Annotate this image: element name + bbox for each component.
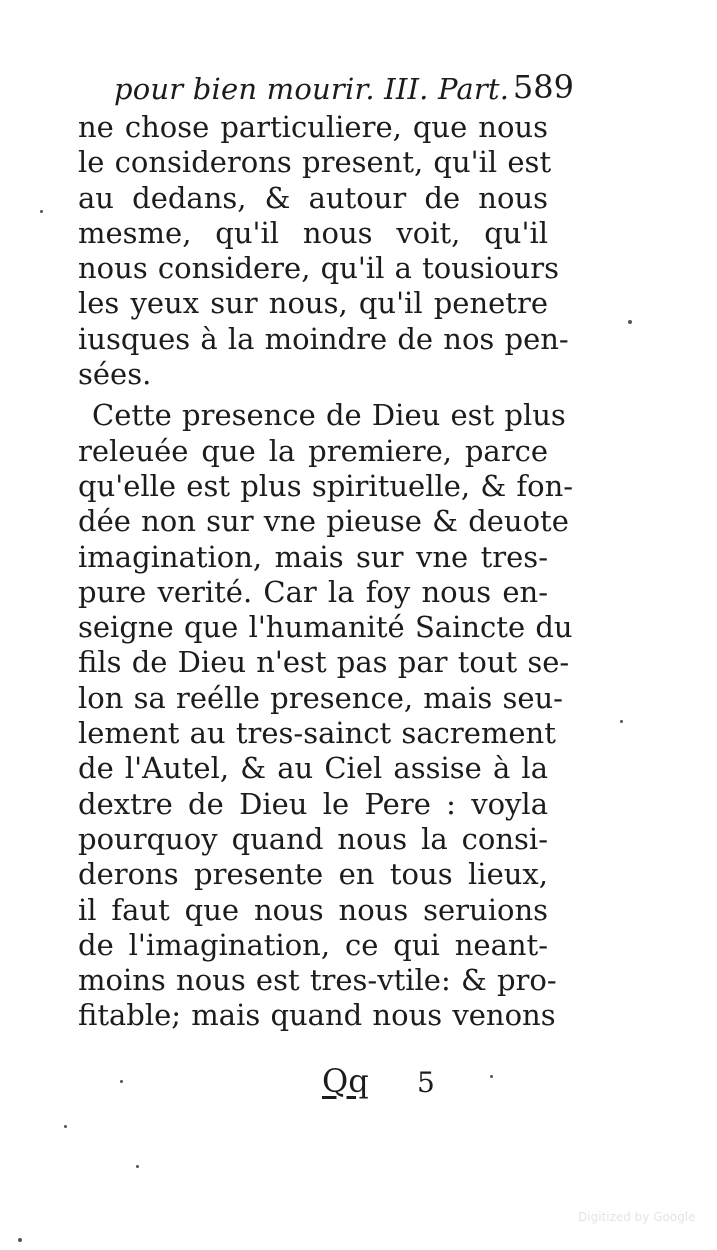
- text-line: au dedans, & autour de nous: [78, 180, 548, 215]
- text-line: lement au tres-sainct sacrement: [78, 716, 556, 751]
- paragraph: [78, 398, 574, 1033]
- text-line: pourquoy quand nous la consi-: [78, 821, 548, 856]
- scan-speck: [620, 720, 623, 723]
- scan-speck: [18, 1238, 22, 1242]
- page-number: 589: [512, 68, 574, 106]
- signature-number: 5: [417, 1066, 435, 1099]
- paragraph: [78, 110, 569, 392]
- text-line: nous considere, qu'il a tousiours: [78, 251, 559, 286]
- text-line: iusques à la moindre de nos pen-: [78, 321, 569, 356]
- scan-speck: [490, 1075, 493, 1078]
- text-line: de l'imagination, ce qui neant-: [78, 927, 548, 962]
- watermark: Digitized by Google: [578, 1210, 696, 1224]
- text-line: imagination, mais sur vne tres-: [78, 539, 548, 574]
- scan-speck: [64, 1125, 67, 1128]
- text-line: de l'Autel, & au Ciel assise à la: [78, 751, 548, 786]
- page-header: [104, 66, 574, 116]
- text-line: dée non sur vne pieuse & deuote: [78, 504, 569, 539]
- text-line: le considerons present, qu'il est: [78, 145, 552, 180]
- text-line: qu'elle est plus spirituelle, & fon-: [78, 468, 574, 503]
- text-line: fils de Dieu n'est pas par tout se-: [78, 645, 570, 680]
- scan-speck: [136, 1165, 139, 1168]
- text-line: Cette presence de Dieu est plus: [92, 398, 566, 433]
- text-line: lon sa reélle presence, mais seu-: [78, 680, 563, 715]
- signature-letters: Qq: [322, 1062, 369, 1100]
- text-line: ne chose particuliere, que nous: [78, 110, 548, 144]
- scan-speck: [40, 210, 43, 213]
- text-line: dextre de Dieu le Pere : voyla: [78, 786, 548, 821]
- text-line: pure verité. Car la foy nous en-: [78, 574, 548, 609]
- text-line: releuée que la premiere, parce: [78, 433, 548, 468]
- text-line: fitable; mais quand nous venons: [78, 998, 556, 1033]
- scan-speck: [120, 1080, 123, 1083]
- body-text: [78, 110, 574, 1034]
- signature-mark: [322, 1062, 482, 1106]
- text-line: mesme, qu'il nous voit, qu'il: [78, 215, 548, 250]
- text-line: seigne que l'humanité Saincte du: [78, 610, 573, 645]
- scan-speck: [628, 320, 632, 324]
- text-line: il faut que nous nous seruions: [78, 892, 548, 927]
- text-line: moins nous est tres-vtile: & pro-: [78, 963, 557, 998]
- running-head: pour bien mourir. III. Part.: [114, 72, 510, 106]
- text-line: sées.: [78, 357, 152, 392]
- text-line: les yeux sur nous, qu'il penetre: [78, 286, 548, 321]
- text-line: derons presente en tous lieux,: [78, 857, 548, 892]
